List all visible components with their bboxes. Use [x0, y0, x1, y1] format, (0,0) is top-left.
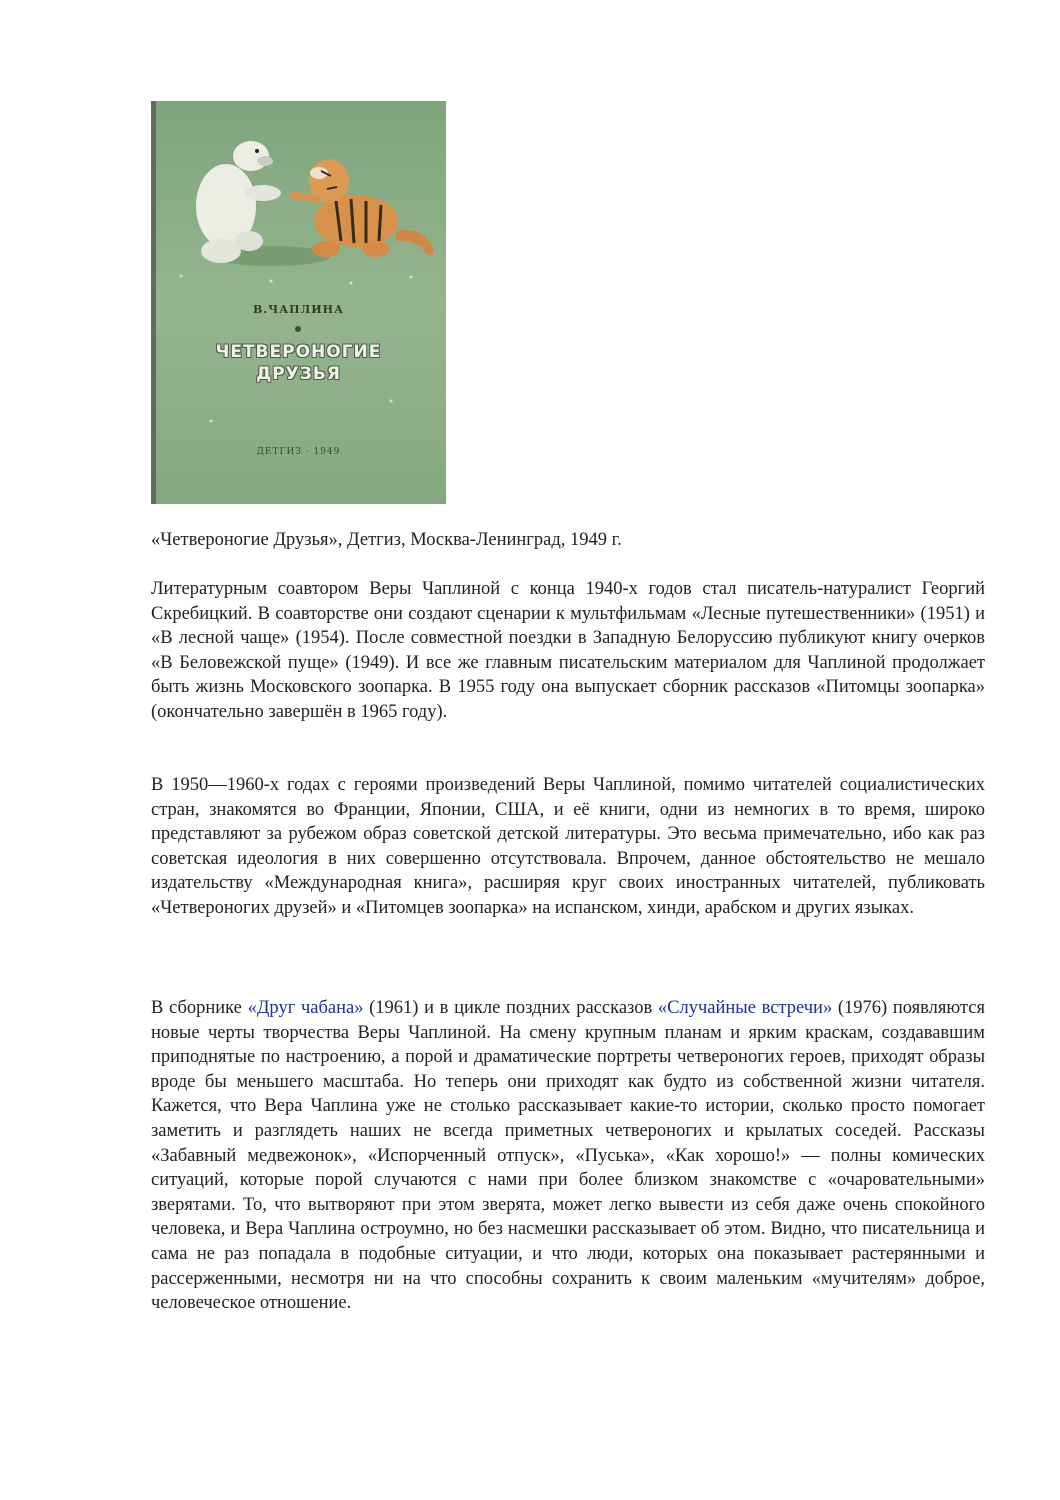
- paragraph: Литературным соавтором Веры Чаплиной с конца 1940-х годов стал писатель-натуралист Георгий Скребицкий. В соавторстве они создают сценарии к мультфильмам «Лесные путешественники» (1951) и «В лесной чаще» (1954). После совместной поездки в Западную Белоруссию публикуют книгу очерков «В Беловежской пуще» (1949). И все же главным писательским материалом для Чаплиной продолжает быть жизнь Московского зоопарка. В 1955 году она выпускает сборник рассказов «Питомцы зоопарка» (окончательно завершён в 1965 году).: [151, 579, 985, 722]
- paragraph-text: (1976) появляются новые черты творчества Веры Чаплиной. На смену крупным планам и ярким краскам, создававшим приподнятые по настроению, а порой и драматические портреты четвероногих героев, приходят образы вроде бы меньшего масштаба. Но теперь они приходят как будто из собственной жизни читателя. Кажется, что Вера Чаплина уже не столько рассказывает какие-то истории, сколько просто помогает заметить и разглядеть наших не всегда приметных четвероногих и крылатых соседей. Рассказы «Забавный медвежонок», «Испорченный отпуск», «Пуська», «Как хорошо!» — полны комических ситуаций, которые порой случаются с нами при более близком знакомстве с «очаровательными» зверятами. То, что вытворяют при этом зверята, может легко вывести из себя даже очень спокойного человека, и Вера Чаплина остроумно, но без насмешки рассказывает об этом. Видно, что писательница и сама не раз попадала в подобные ситуации, и что люди, которых она показывает растерянными и рассерженными, несмотря ни на что способны сохранить к своим маленьким «мучителям» доброе, человеческое отношение.: [151, 998, 986, 1314]
- cover-author: В.ЧАПЛИНА: [253, 303, 344, 316]
- image-caption: «Четвероногие Друзья», Детгиз, Москва-Ленинград, 1949 г.: [151, 530, 622, 550]
- paragraph-text: (1961) и в цикле поздних рассказов: [363, 998, 658, 1018]
- paragraph: [151, 996, 985, 1316]
- paragraph: В 1950—1960-х годах с героями произведений Веры Чаплиной, помимо читателей социалистических стран, знакомятся во Франции, Японии, США, и её книги, одни из немногих в то время, широко представляют за рубежом образ советской детской литературы. Это весьма примечательно, ибо как раз советская идеология в них совершенно отсутствовала. Впрочем, данное обстоятельство не мешало издательству «Международная книга», расширяя круг своих иностранных читателей, публиковать «Четвероногих друзей» и «Питомцев зоопарка» на испанском, хинди, арабском и других языках.: [151, 775, 985, 918]
- book-cover-image: [151, 101, 446, 504]
- link-drug-chabana[interactable]: «Друг чабана»: [247, 998, 364, 1018]
- paragraph-text: В сборнике: [151, 998, 248, 1018]
- cover-title: [151, 341, 446, 385]
- cover-publisher: ДЕТГИЗ · 1949: [256, 447, 341, 457]
- cover-title-line: ЧЕТВЕРОНОГИЕ: [215, 342, 382, 362]
- cover-title-line: ДРУЗЬЯ: [256, 364, 341, 384]
- link-sluchainye-vstrechi[interactable]: «Случайные встречи»: [657, 998, 833, 1018]
